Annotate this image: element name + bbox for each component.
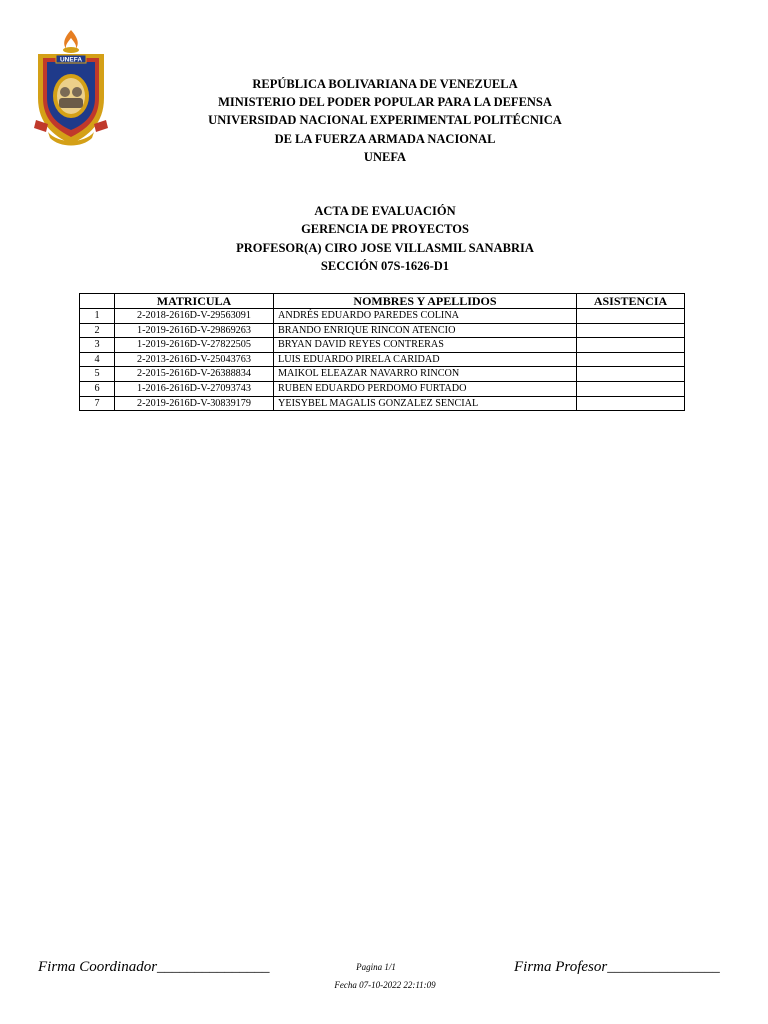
print-date: Fecha 07-10-2022 22:11:09 — [334, 980, 436, 990]
table-header-row — [80, 294, 685, 309]
row-number: 7 — [80, 396, 115, 411]
coordinator-signature-line: Firma Coordinador_______________ — [38, 959, 270, 975]
row-asistencia[interactable] — [577, 396, 685, 411]
logo-text: UNEFA — [59, 56, 83, 64]
table-row — [80, 323, 685, 338]
col-header-asistencia: ASISTENCIA — [577, 294, 685, 309]
row-number: 3 — [80, 338, 115, 353]
row-matricula: 1-2016-2616D-V-27093743 — [115, 381, 274, 396]
row-nombre: BRANDO ENRIQUE RINCON ATENCIO — [274, 323, 577, 338]
page-number: Pagina 1/1 — [356, 962, 396, 972]
row-nombre: BRYAN DAVID REYES CONTRERAS — [274, 338, 577, 353]
table-row — [80, 352, 685, 367]
header-line: REPÚBLICA BOLIVARIANA DE VENEZUELA — [252, 77, 518, 91]
row-nombre: MAIKOL ELEAZAR NAVARRO RINCON — [274, 367, 577, 382]
row-matricula: 1-2019-2616D-V-29869263 — [115, 323, 274, 338]
row-asistencia[interactable] — [577, 323, 685, 338]
row-matricula: 2-2015-2616D-V-26388834 — [115, 367, 274, 382]
header-line: DE LA FUERZA ARMADA NACIONAL — [274, 131, 496, 146]
col-header-nombres: NOMBRES Y APELLIDOS — [274, 294, 577, 309]
col-header-number — [80, 294, 115, 309]
col-header-matricula: MATRICULA — [115, 294, 274, 309]
header-line: UNIVERSIDAD NACIONAL EXPERIMENTAL POLITÉCNICA — [208, 113, 562, 128]
document-title: ACTA DE EVALUACIÓN — [314, 204, 456, 218]
document-title-block — [160, 202, 610, 275]
row-asistencia[interactable] — [577, 352, 685, 367]
institution-header — [160, 75, 610, 166]
row-asistencia[interactable] — [577, 338, 685, 353]
section-code: SECCIÓN 07S-1626-D1 — [320, 258, 450, 273]
row-asistencia[interactable] — [577, 381, 685, 396]
row-matricula: 2-2013-2616D-V-25043763 — [115, 352, 274, 367]
table-row — [80, 367, 685, 382]
row-nombre: RUBEN EDUARDO PERDOMO FURTADO — [274, 381, 577, 396]
unefa-logo — [34, 28, 108, 156]
row-matricula: 2-2019-2616D-V-30839179 — [115, 396, 274, 411]
table-row — [80, 396, 685, 411]
student-roster-table — [79, 293, 685, 411]
row-nombre: YEISYBEL MAGALIS GONZALEZ SENCIAL — [274, 396, 577, 411]
table-row — [80, 338, 685, 353]
row-matricula: 2-2018-2616D-V-29563091 — [115, 309, 274, 324]
row-nombre: ANDRÉS EDUARDO PAREDES COLINA — [274, 309, 577, 324]
row-nombre: LUIS EDUARDO PIRELA CARIDAD — [274, 352, 577, 367]
course-name: GERENCIA DE PROYECTOS — [301, 222, 469, 237]
row-number: 4 — [80, 352, 115, 367]
professor-signature-line: Firma Profesor_______________ — [514, 959, 720, 975]
table-row — [80, 381, 685, 396]
row-asistencia[interactable] — [577, 309, 685, 324]
row-number: 6 — [80, 381, 115, 396]
row-asistencia[interactable] — [577, 367, 685, 382]
header-line: UNEFA — [363, 149, 407, 164]
professor-name: PROFESOR(A) CIRO JOSE VILLASMIL SANABRIA — [236, 240, 534, 255]
row-matricula: 1-2019-2616D-V-27822505 — [115, 338, 274, 353]
header-line: MINISTERIO DEL PODER POPULAR PARA LA DEFENSA — [218, 95, 552, 110]
row-number: 2 — [80, 323, 115, 338]
row-number: 1 — [80, 309, 115, 324]
table-row — [80, 309, 685, 324]
row-number: 5 — [80, 367, 115, 382]
